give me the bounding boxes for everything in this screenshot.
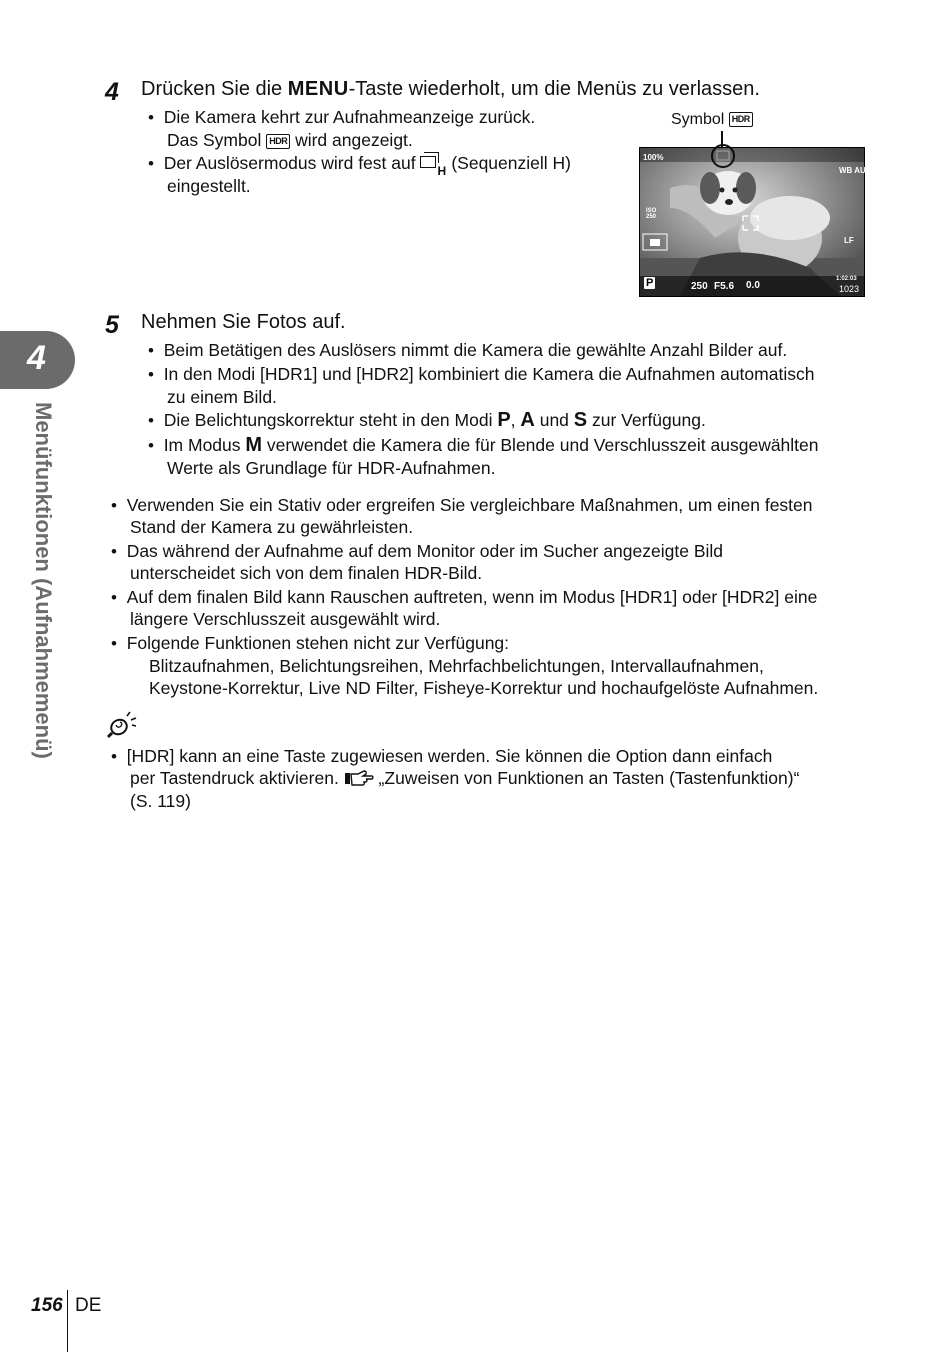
page-number: 156 bbox=[31, 1295, 63, 1316]
tip-line-1: • [HDR] kann an eine Taste zugewiesen werden. Sie können die Option dann einfach bbox=[111, 746, 773, 766]
note-2: • Das während der Aufnahme auf dem Monitor oder im Sucher angezeigte Bild bbox=[111, 541, 723, 561]
note-3: • Auf dem finalen Bild kann Rauschen auftreten, wenn im Modus [HDR1] oder [HDR2] eine bbox=[111, 587, 818, 607]
note-4: • Folgende Funktionen stehen nicht zur Verfügung: bbox=[111, 633, 510, 653]
menu-key: MENU bbox=[287, 78, 349, 100]
step-5-heading: Nehmen Sie Fotos auf. bbox=[141, 311, 346, 333]
hdr-icon: HDR bbox=[266, 134, 290, 149]
step-4-number: 4 bbox=[105, 78, 119, 106]
time-readout: 1:02:03 bbox=[836, 276, 857, 282]
step-5-bullet-4-line-2: Werte als Grundlage für HDR-Aufnahmen. bbox=[167, 458, 496, 478]
language-code: DE bbox=[75, 1295, 102, 1316]
tip-line-3: (S. 119) bbox=[130, 791, 191, 811]
exposure-readout: 0.0 bbox=[746, 280, 760, 291]
footer-divider bbox=[67, 1290, 68, 1352]
chapter-tab bbox=[0, 331, 75, 389]
step-5-bullet-3: • Die Belichtungskorrektur steht in den Modi P, A und S zur Verfügung. bbox=[148, 409, 706, 431]
step-4-bullet-2: • Der Auslösermodus wird fest auf H (Sequenziell H) bbox=[148, 153, 571, 178]
step-5-bullet-4: • Im Modus M verwendet die Kamera die für Blende und Verschlusszeit ausgewählten bbox=[148, 434, 819, 456]
step-4-bullet-2-pre: Der Auslösermodus wird fest auf bbox=[163, 153, 421, 173]
hdr-symbol-pre: Das Symbol bbox=[167, 130, 267, 150]
mode-m: M bbox=[245, 434, 263, 456]
tip-lightbulb-icon bbox=[105, 710, 139, 745]
symbol-callout-label: Symbol HDR bbox=[671, 108, 753, 131]
aperture-readout: F5.6 bbox=[714, 281, 735, 292]
note-1: • Verwenden Sie ein Stativ oder ergreifen Sie vergleichbare Maßnahmen, um einen festen bbox=[111, 495, 813, 515]
camera-photo bbox=[640, 148, 864, 296]
wb-readout: WB AUTO bbox=[839, 166, 877, 175]
step-4-pre: Drücken Sie die bbox=[141, 78, 288, 100]
mode-p: P bbox=[497, 409, 511, 431]
mode-s: S bbox=[573, 409, 588, 431]
step-4-post: -Taste wiederholt, um die Menüs zu verlassen. bbox=[348, 78, 760, 100]
step-4-bullet-1-line-2 bbox=[167, 129, 413, 152]
step-4-bullet-1: • Die Kamera kehrt zur Aufnahmeanzeige zurück. bbox=[148, 107, 536, 127]
hdr-symbol-post: wird angezeigt. bbox=[290, 130, 413, 150]
note-1-line-2: Stand der Kamera zu gewährleisten. bbox=[130, 517, 414, 537]
shutter-readout: 250 bbox=[691, 281, 708, 292]
step-4-bullet-2-post: (Sequenziell H) bbox=[446, 153, 571, 173]
step-5-number: 5 bbox=[105, 311, 119, 339]
shots-readout: 1023 bbox=[839, 284, 860, 294]
note-3-line-2: längere Verschlusszeit ausgewählt wird. bbox=[130, 609, 441, 629]
battery-readout: 100% bbox=[643, 153, 664, 162]
hdr-callout-icon: HDR bbox=[729, 112, 753, 127]
mode-a: A bbox=[520, 409, 535, 431]
step-5-bullet-2-line-2: zu einem Bild. bbox=[167, 387, 277, 407]
chapter-title: Menüfunktionen (Aufnahmemenü) bbox=[31, 402, 56, 759]
step-4-bullet-2-line-2: eingestellt. bbox=[167, 176, 251, 196]
step-5-bullet-2: • In den Modi [HDR1] und [HDR2] kombiniert die Kamera die Aufnahmen automatisch bbox=[148, 364, 815, 384]
step-4-heading bbox=[141, 78, 760, 101]
note-4-line-3: Keystone-Korrektur, Live ND Filter, Fisheye-Korrektur und hochaufgelöste Aufnahmen. bbox=[149, 678, 819, 698]
step-5-bullet-1: • Beim Betätigen des Auslösers nimmt die Kamera die gewählte Anzahl Bilder auf. bbox=[148, 340, 788, 360]
iso-value: 250 bbox=[646, 214, 657, 220]
tip-line-2: per Tastendruck aktivieren. „Zuweisen von Funktionen an Tasten (Tastenfunktion)“ bbox=[130, 767, 799, 793]
step-4-bullet-1-text: Die Kamera kehrt zur Aufnahmeanzeige zurück. bbox=[163, 107, 536, 127]
quality-readout: LF bbox=[844, 236, 854, 245]
note-4-line-2: Blitzaufnahmen, Belichtungsreihen, Mehrfachbelichtungen, Intervallaufnahmen, bbox=[149, 656, 764, 676]
chapter-number: 4 bbox=[27, 339, 46, 377]
mode-readout: P bbox=[646, 277, 654, 289]
pointing-hand-icon bbox=[344, 769, 374, 793]
sequential-h-icon: H bbox=[420, 154, 446, 172]
note-2-line-2: unterscheidet sich von dem finalen HDR-Bild. bbox=[130, 563, 483, 583]
iso-label: ISO bbox=[646, 208, 657, 214]
camera-live-view bbox=[639, 147, 877, 297]
